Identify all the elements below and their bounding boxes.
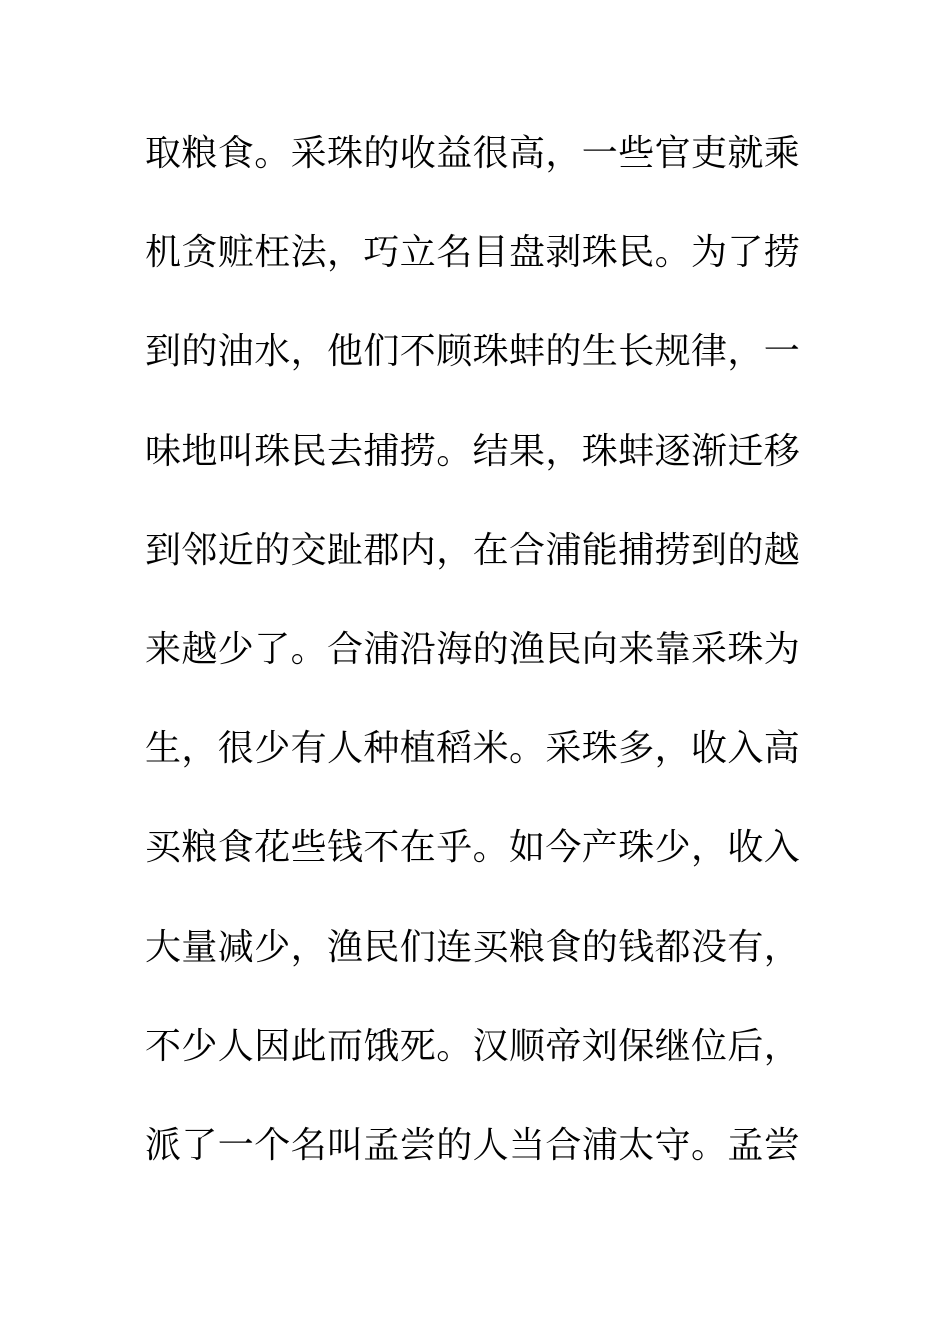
text-line-6: 来越少了。合浦沿海的渔民向来靠采珠为 (145, 628, 801, 670)
text-line-7: 生，很少有人种植稻米。采珠多，收入高 (145, 728, 801, 770)
text-line-9: 大量减少，渔民们连买粮食的钱都没有， (145, 926, 801, 968)
text-line-3: 到的油水，他们不顾珠蚌的生长规律，一 (145, 331, 801, 373)
text-line-4: 味地叫珠民去捕捞。结果，珠蚌逐渐迁移 (145, 430, 801, 472)
text-line-2: 机贪赃枉法，巧立名目盘剥珠民。为了捞 (145, 232, 801, 274)
text-line-1: 取粮食。采珠的收益很高，一些官吏就乘 (145, 133, 801, 174)
text-line-11: 派了一个名叫孟尝的人当合浦太守。孟尝 (145, 1124, 801, 1166)
text-line-10: 不少人因此而饿死。汉顺帝刘保继位后， (145, 1025, 801, 1067)
text-line-5: 到邻近的交趾郡内，在合浦能捕捞到的越 (145, 529, 801, 571)
text-line-8: 买粮食花些钱不在乎。如今产珠少，收入 (145, 827, 801, 869)
body-text (145, 126, 815, 1217)
